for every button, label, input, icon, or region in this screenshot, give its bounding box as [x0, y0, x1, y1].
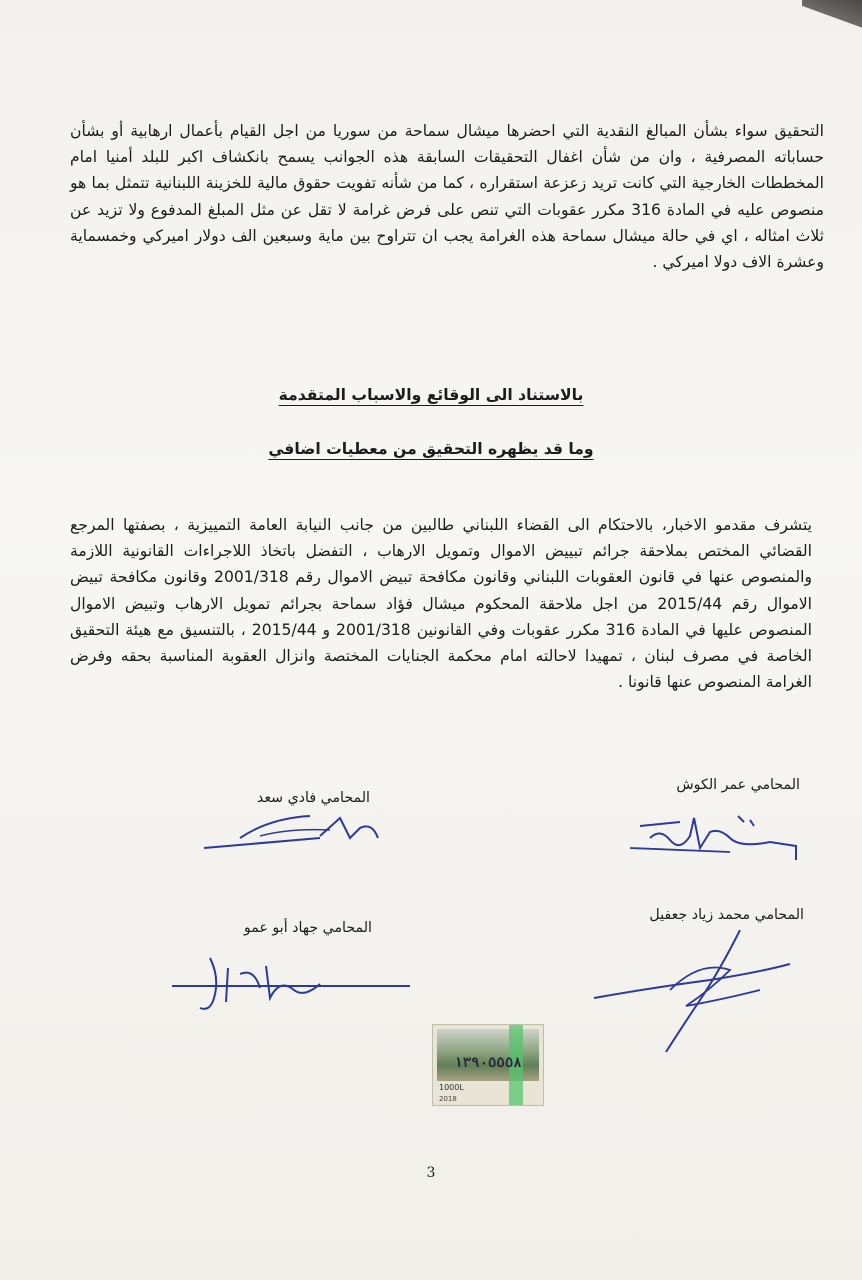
signatory-name-2: المحامي فادي سعد: [256, 790, 370, 806]
signature-2: [200, 808, 390, 858]
stamp-value: 1000L: [439, 1083, 464, 1092]
signature-4: [170, 948, 415, 1018]
paragraph-2: يتشرف مقدمو الاخبار، بالاحتكام الى القضاء اللبناني طالبين من جانب النيابة العامة التمييزية ، بصفتها المرجع القضائي المختص بملاحقة جرائم تبييض الاموال وتمويل الارهاب ، التفضل باتخاذ اللاجراءات القانونية اللازمة والمنصوص عنها في قانون العقوبات اللبناني وقانون مكافحة تبيض الاموال رقم 2001/318 وقانون مكافحة تبيض الاموال رقم 2015/44 من اجل ملاحقة المحكوم ميشال فؤاد سماحة بجرائم تمويل الارهاب وتبيض الاموال المنصوص عليها في المادة 316 مكرر عقوبات وفي القانونين 2001/318 و 2015/44 ، بالتنسيق مع هيئة التحقيق الخاصة في مصرف لبنان ، تمهيدا لاحالته امام محكمة الجنايات المختصة وانزال العقوبة المناسبة بحقه وفرض الغرامة المنصوص عنها قانونا .: [70, 516, 813, 692]
signatory-name-3: المحامي محمد زياد جعفيل: [649, 907, 804, 923]
revenue-stamp: [432, 1024, 544, 1106]
signature-3: [590, 930, 800, 1055]
section-heading-2: وما قد يظهره التحقيق من معطيات اضافي: [268, 440, 594, 458]
page-number: 3: [426, 1165, 436, 1181]
stamp-serial-number: ١٣٩٠٥٥٥٨: [454, 1055, 522, 1071]
signatory-name-1: المحامي عمر الكوش: [676, 777, 800, 793]
page-corner-shadow: [802, 0, 862, 28]
signature-1: [620, 808, 810, 870]
section-heading-1: بالاستناد الى الوقائع والاسباب المتقدمة: [278, 386, 584, 404]
signatory-name-4: المحامي جهاد أبو عمو: [243, 920, 372, 936]
paragraph-1: التحقيق سواء بشأن المبالغ النقدية التي احضرها ميشال سماحة من سوريا من اجل القيام بأعمال ارهابية أو بشأن حساباته المصرفية ، وان من شأن اغفال التحقيقات السابقة هذه الجوانب يسمح بانكشاف اكبر للبلد أمنيا امام المخططات الخارجية التي كانت تريد زعزعة استقراره ، كما من شأنه تفويت حقوق مالية للخزينة اللبنانية تتمثل بما هو منصوص عليه في المادة 316 مكرر عقوبات التي تنص على فرض غرامة لا تقل عن مثل المبلغ المدفوع ولا تزيد عن ثلاث امثاله ، اي في حالة ميشال سماحة هذه الغرامة يجب ان تتراوح بين ماية وسبعين الف دولار اميركي وخمسماية وعشرة الاف دولا اميركي .: [70, 122, 825, 272]
stamp-year: 2018: [439, 1095, 457, 1103]
